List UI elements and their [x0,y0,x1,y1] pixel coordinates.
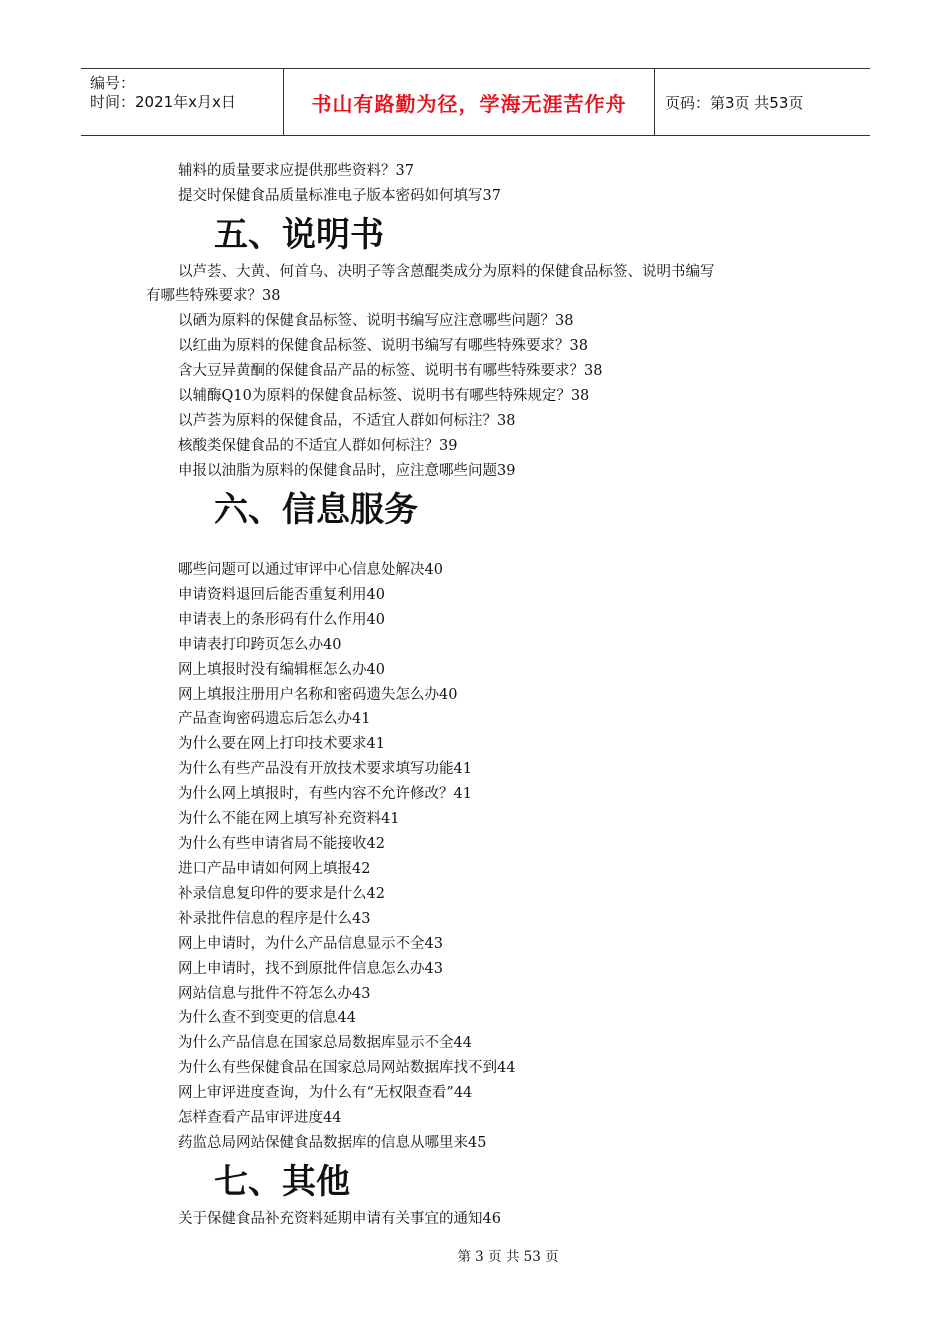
toc-entry[interactable]: 为什么产品信息在国家总局数据库显示不全44 [178,1035,472,1051]
toc-entry[interactable]: 为什么查不到变更的信息44 [178,1010,356,1026]
toc-entry[interactable]: 以芦荟为原料的保健食品，不适宜人群如何标注？38 [178,413,516,429]
page-header [81,68,870,136]
toc-entry[interactable]: 网上审评进度查询，为什么有“无权限查看”44 [178,1085,473,1101]
toc-entry[interactable]: 提交时保健食品质量标准电子版本密码如何填写37 [178,188,501,204]
toc-entry[interactable]: 申请资料退回后能否重复利用40 [178,587,385,603]
toc-entry[interactable]: 进口产品申请如何网上填报42 [178,861,371,877]
header-page-info [655,69,870,135]
section-heading-7: 七、其他 [214,1162,350,1202]
header-meta [81,69,283,135]
toc-entry[interactable]: 核酸类保健食品的不适宜人群如何标注？39 [178,438,458,454]
toc-entry[interactable]: 申报以油脂为原料的保健食品时，应注意哪些问题39 [178,463,516,479]
toc-entry[interactable]: 为什么网上填报时，有些内容不允许修改？41 [178,786,472,802]
toc-entry[interactable]: 药监总局网站保健食品数据库的信息从哪里来45 [178,1135,487,1151]
toc-entry[interactable]: 申请表打印跨页怎么办40 [178,637,342,653]
toc-entry[interactable]: 以红曲为原料的保健食品标签、说明书编写有哪些特殊要求？38 [178,338,588,354]
page-info-text: 页码：第3页 共53页 [665,93,804,112]
toc-entry[interactable]: 以芦荟、大黄、何首乌、决明子等含蒽醌类成分为原料的保健食品标签、说明书编写 [178,264,715,280]
toc-entry[interactable]: 为什么不能在网上填写补充资料41 [178,811,400,827]
date-label: 时间：2021年x月x日 [90,93,236,111]
toc-entry[interactable]: 含大豆异黄酮的保健食品产品的标签、说明书有哪些特殊要求？38 [178,363,603,379]
toc-entry[interactable]: 产品查询密码遗忘后怎么办41 [178,711,371,727]
toc-entry[interactable]: 为什么有些保健食品在国家总局网站数据库找不到44 [178,1060,516,1076]
toc-entry[interactable]: 为什么有些产品没有开放技术要求填写功能41 [178,761,472,777]
section-heading-5: 五、说明书 [214,215,384,255]
toc-entry[interactable]: 申请表上的条形码有什么作用40 [178,612,385,628]
toc-entry[interactable]: 怎样查看产品审评进度44 [178,1110,342,1126]
toc-entry[interactable]: 为什么有些申请省局不能接收42 [178,836,385,852]
toc-entry-continuation[interactable]: 有哪些特殊要求？38 [146,288,281,304]
toc-entry[interactable]: 补录批件信息的程序是什么43 [178,911,371,927]
toc-entry[interactable]: 网站信息与批件不符怎么办43 [178,986,371,1002]
toc-entry[interactable]: 为什么要在网上打印技术要求41 [178,736,385,752]
section-heading-6: 六、信息服务 [214,490,418,530]
toc-entry[interactable]: 关于保健食品补充资料延期申请有关事宜的通知46 [178,1211,501,1227]
toc-entry[interactable]: 网上申请时，为什么产品信息显示不全43 [178,936,443,952]
toc-entry[interactable]: 以硒为原料的保健食品标签、说明书编写应注意哪些问题？38 [178,313,574,329]
motto-text: 书山有路勤为径，学海无涯苦作舟 [311,91,627,116]
number-label: 编号： [90,74,136,92]
toc-entry[interactable]: 哪些问题可以通过审评中心信息处解决40 [178,562,443,578]
header-motto-cell [283,69,655,135]
toc-entry[interactable]: 网上填报时没有编辑框怎么办40 [178,662,385,678]
toc-entry[interactable]: 以辅酶Q10为原料的保健食品标签、说明书有哪些特殊规定？38 [178,388,590,404]
page-footer [0,1245,950,1265]
toc-entry[interactable]: 网上填报注册用户名称和密码遗失怎么办40 [178,687,458,703]
toc-entry[interactable]: 补录信息复印件的要求是什么42 [178,886,385,902]
toc-entry[interactable]: 辅料的质量要求应提供那些资料？37 [178,163,414,179]
toc-entry[interactable]: 网上申请时，找不到原批件信息怎么办43 [178,961,443,977]
footer-page-number: 第 3 页 共 53 页 [457,1249,559,1265]
